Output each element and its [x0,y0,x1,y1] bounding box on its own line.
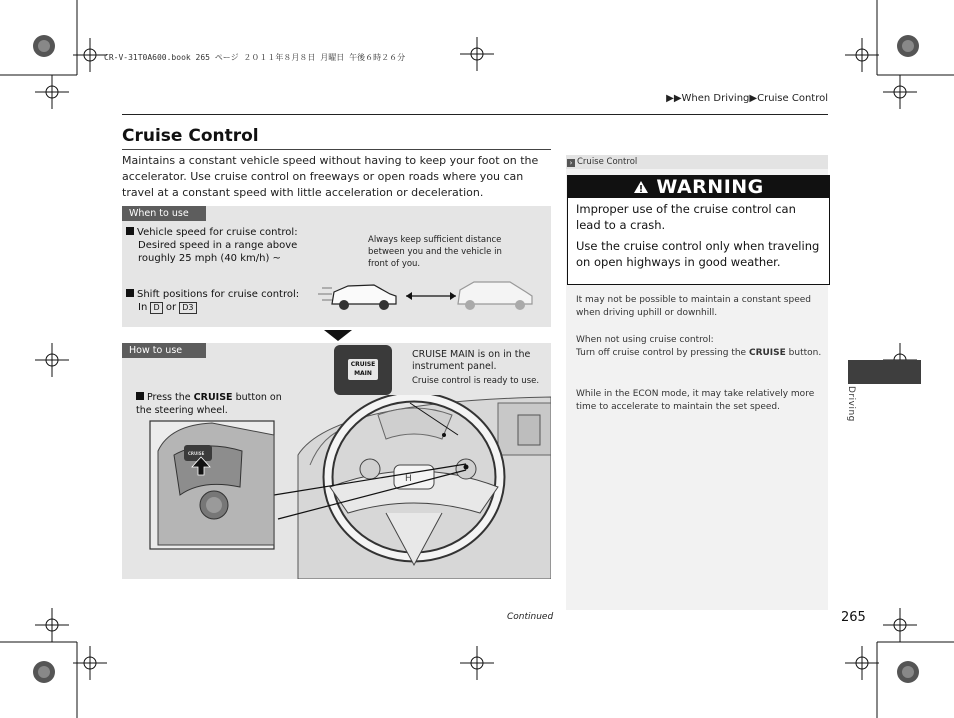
when-to-use-panel [122,206,551,327]
warning-header [568,176,829,198]
note-hills: It may not be possible to maintain a constant speed when driving uphill or downhill. [576,295,811,318]
warning-triangle-icon [633,180,649,194]
cruise-main-line2: MAIN [354,370,372,377]
note-turn-off-suffix: button. [788,348,822,358]
how-to-use-panel [122,343,551,579]
ready-note: Cruise control is ready to use. [412,376,540,386]
breadcrumb-separator: ▶ [749,93,758,104]
chapter-tab[interactable] [848,360,921,384]
when-to-use-label: When to use [122,206,206,221]
cruise-main-note: CRUISE MAIN is on in the instrument panel. [412,349,531,372]
breadcrumb [666,93,828,104]
shift-in: In [138,302,148,313]
shift-heading: Shift positions for cruise control: [137,289,300,300]
steering-wheel-illustration [122,395,551,579]
distance-note: Always keep sufficient distance between you and the vehicle in front of you. [368,235,502,269]
side-header [566,155,828,169]
note-turn-off-prefix: Turn off cruise control by pressing the [576,348,747,358]
press-suffix: button on the steering wheel. [136,392,282,416]
note-turn-off-heading: When not using cruise control: [576,335,714,345]
warning-title: WARNING [656,176,764,198]
print-header: CR-V-31T0A600.book 265 ページ ２０１１年８月８日 月曜日 午後６時２６分 [104,53,406,62]
page-number: 265 [841,610,866,625]
shift-or: or [165,302,177,313]
shift-requirement [126,288,316,314]
header-rule [122,114,828,115]
breadcrumb-section[interactable]: When Driving [681,93,750,104]
breadcrumb-current: Cruise Control [757,93,828,104]
bullet-square-icon [126,227,134,235]
reference-icon: › [567,159,575,167]
arrow-down-icon [324,330,352,341]
chapter-tab-label: Driving [846,386,856,422]
cruise-main-line1: CRUISE [350,361,376,368]
cruise-main-indicator [348,359,378,380]
press-button-name: CRUISE [193,392,233,403]
svg-text:H: H [405,474,412,484]
breadcrumb-arrows: ▶▶ [666,93,682,104]
note-econ: While in the ECON mode, it may take relatively more time to accelerate to maintain the set speed. [576,389,815,412]
cruise-button-label: CRUISE [188,451,205,456]
continued-label: Continued [507,612,554,622]
speed-value: Desired speed in a range above roughly 25 mph (40 km/h) ~ [138,240,298,264]
speed-heading: Vehicle speed for cruise control: [137,227,298,238]
note-turn-off-button: CRUISE [748,348,786,358]
following-distance-illustration [318,276,538,316]
how-to-use-label: How to use [122,343,206,358]
warning-p2: Use the cruise control only when traveling on open highways in good weather. [576,239,820,269]
cruise-main-indicator-callout [334,345,392,395]
bullet-square-icon [126,289,134,297]
intro-paragraph: Maintains a constant vehicle speed without having to keep your foot on the accelerator. Use cruise control on freeways or open roads where you can travel at a constant speed with little acceleration or deceleration. [122,154,539,199]
page-title: Cruise Control [122,126,259,146]
warning-p1: Improper use of the cruise control can lead to a crash. [576,202,796,232]
shift-d3-key: D3 [179,302,196,314]
warning-box [567,175,830,285]
press-prefix: Press the [147,392,191,403]
shift-d-key: D [150,302,162,314]
side-header-text: Cruise Control [577,157,638,167]
speed-requirement [126,226,316,265]
note-turn-off [576,334,822,360]
title-rule [122,149,551,150]
